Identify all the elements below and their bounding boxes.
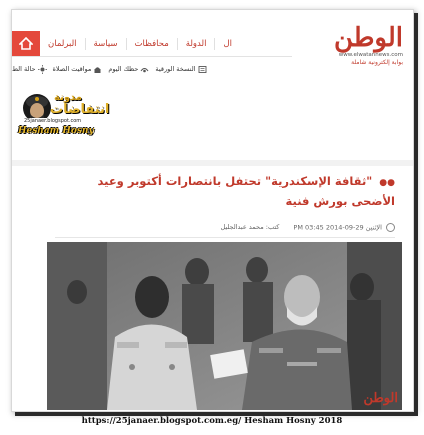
watermark-title-top: مدونة (54, 92, 83, 103)
nav-item-state[interactable]: الدولة (185, 38, 207, 49)
horoscope-icon (140, 65, 149, 74)
nav-divider (214, 38, 215, 50)
subnav-label: مواقيت الصلاة (52, 65, 92, 73)
sub-nav (12, 60, 292, 78)
article-date (293, 223, 395, 232)
meta-divider (55, 237, 395, 238)
author-name[interactable]: محمد عبدالجليل (220, 223, 264, 231)
nav-item-parliament[interactable]: البرلمان (48, 38, 77, 49)
subnav-prayer-times[interactable] (53, 65, 103, 74)
image-caption: https://25janaer.blogspot.com.eg/ Hesham Hosny 2018 (81, 416, 343, 426)
logo-tagline: بوابة إلكترونية شاملة (351, 59, 403, 66)
subnav-weather[interactable] (12, 65, 47, 74)
newspaper-icon (198, 65, 207, 74)
nav-item-governorates[interactable]: محافظات (134, 38, 169, 49)
mosque-icon (93, 65, 102, 74)
headline-bullet-icon: ●● (379, 178, 395, 188)
nav-item-truncated[interactable]: ال (223, 38, 232, 49)
site-logo[interactable] (293, 24, 403, 68)
subnav-label: حظك اليوم (108, 65, 139, 73)
nav-item-politics[interactable]: سياسة (93, 38, 118, 49)
subnav-label: حالة الط (12, 65, 36, 73)
logo-url: www.elwatannews.com (338, 52, 403, 58)
blog-watermark (16, 92, 110, 148)
author-label: كتب: (265, 223, 280, 231)
subnav-horoscope[interactable] (108, 65, 149, 74)
screenshot-frame (11, 9, 414, 412)
watermark-name: Hesham Hosny (18, 126, 94, 136)
subnav-label: النسخة الورقية (155, 65, 196, 73)
subnav-print-edition[interactable] (155, 65, 206, 74)
article-headline[interactable] (55, 172, 395, 210)
watermark-title-main: انتفاضات (50, 102, 110, 117)
clock-icon (386, 223, 395, 232)
watermark-blog-url: 25janaer.blogspot.com (24, 118, 82, 124)
photo-watermark-logo: الوطن (363, 391, 398, 406)
section-divider (12, 160, 413, 166)
headline-text: "ثقافة الإسكندرية" تحتفل بانتصارات أكتوبر وعيد الأضحى بورش فنية (97, 174, 395, 208)
nav-divider (177, 38, 178, 50)
nav-divider (85, 38, 86, 50)
site-header (12, 10, 413, 73)
article-date-text: الإثنين 29-09-2014 03:45 PM (293, 223, 382, 232)
main-nav (12, 31, 292, 57)
photo-image (47, 242, 402, 410)
home-button[interactable] (12, 31, 40, 56)
logo-wordmark: الوطن (333, 23, 403, 53)
article-photo (47, 242, 402, 410)
nav-divider (126, 38, 127, 50)
article-author (221, 223, 280, 232)
article-meta (55, 223, 395, 232)
home-icon (19, 37, 33, 50)
sun-icon (38, 65, 47, 74)
